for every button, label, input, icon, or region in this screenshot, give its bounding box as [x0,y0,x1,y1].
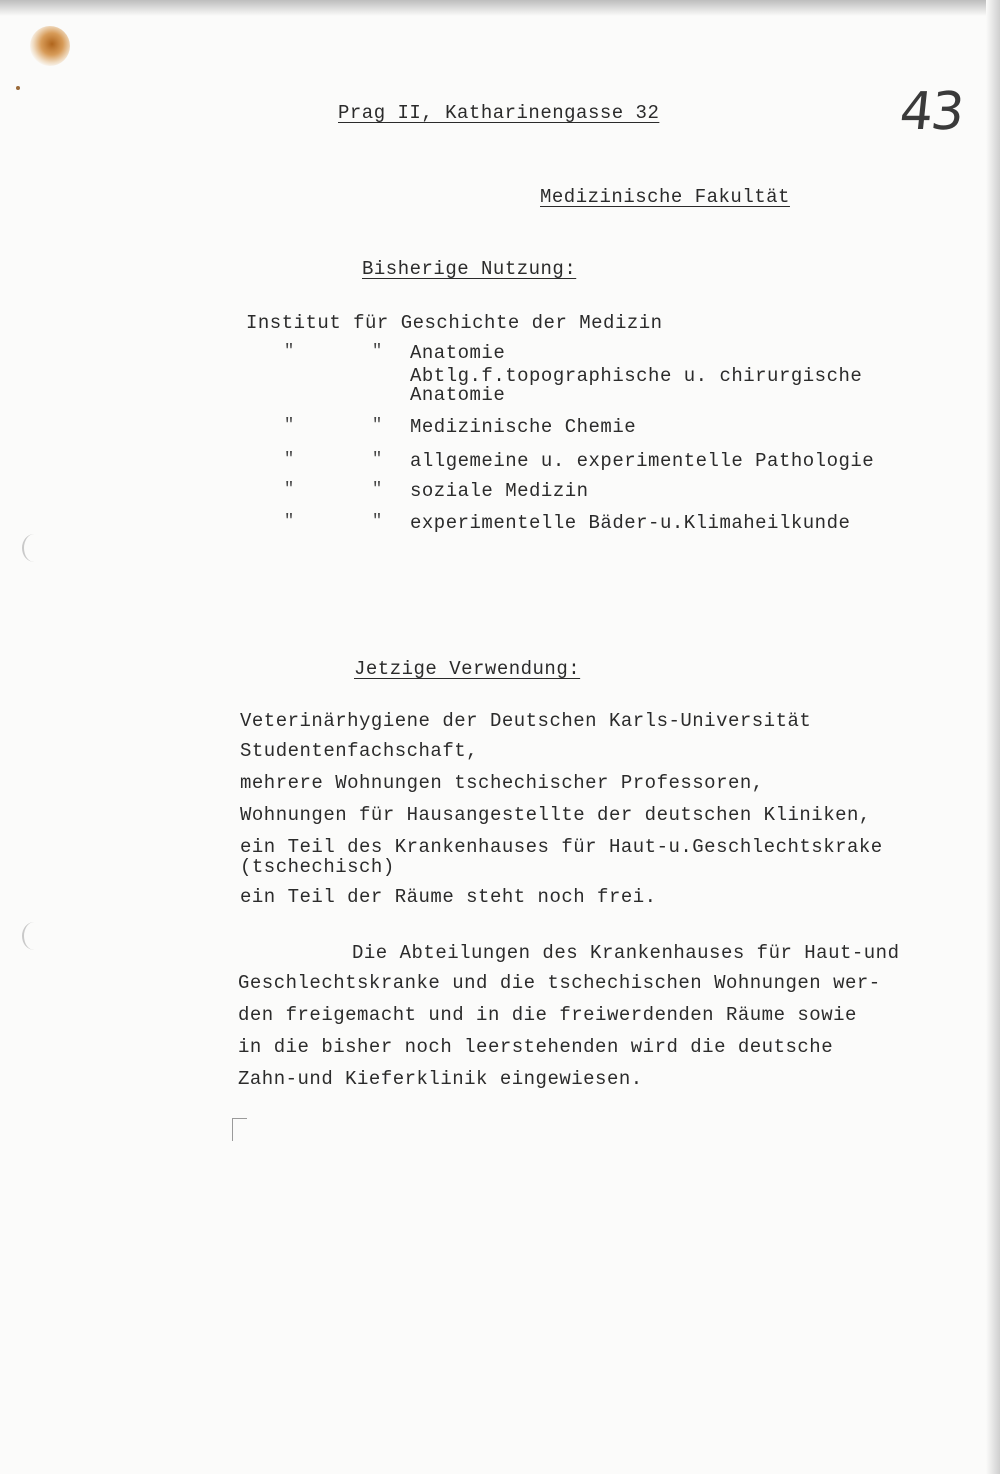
ditto-mark: " [372,450,383,469]
paragraph-line: Geschlechtskranke und die tschechischen Wohnungen wer- [238,972,881,994]
current-use-line: Veterinärhygiene der Deutschen Karls-Universität [240,710,812,732]
paragraph-line: den freigemacht und in die freiwerdenden Räume sowie [238,1004,857,1026]
ditto-mark: " [372,480,383,499]
previous-use-heading: Bisherige Nutzung: [362,258,577,280]
current-use-heading: Jetzige Verwendung: [354,658,581,680]
stain-dot [16,86,20,90]
address-heading: Prag II, Katharinengasse 32 [338,102,660,124]
pencil-mark [232,1118,247,1141]
institute-item: Abtlg.f.topographische u. chirurgische [410,365,863,387]
ditto-mark: " [284,480,295,499]
institute-item: Anatomie [410,342,506,364]
current-use-line: ein Teil der Räume steht noch frei. [240,886,657,908]
current-use-line: (tschechisch) [240,856,395,878]
institute-item: soziale Medizin [410,480,589,502]
ditto-mark: " [372,342,383,361]
faculty-heading: Medizinische Fakultät [540,186,790,208]
ditto-mark: " [284,512,295,531]
current-use-line: mehrere Wohnungen tschechischer Professoren, [240,772,764,794]
institute-item: allgemeine u. experimentelle Pathologie [410,450,875,472]
ditto-mark: " [372,512,383,531]
ditto-mark: " [284,342,295,361]
rust-stain [30,26,70,66]
paragraph-line: in die bisher noch leerstehenden wird die deutsche [238,1036,834,1058]
ditto-mark: " [284,450,295,469]
current-use-line: Wohnungen für Hausangestellte der deutschen Kliniken, [240,804,871,826]
ditto-mark: " [284,416,295,435]
institute-line: Institut für Geschichte der Medizin [246,312,663,334]
punch-hole [22,534,46,562]
current-use-line: ein Teil des Krankenhauses für Haut-u.Geschlechtskrake [240,836,883,858]
punch-hole [22,922,46,950]
page-top-edge [0,0,1000,16]
ditto-mark: " [372,416,383,435]
current-use-line: Studentenfachschaft, [240,740,479,762]
institute-item: Medizinische Chemie [410,416,637,438]
paragraph-line: Die Abteilungen des Krankenhauses für Haut-und [352,942,900,964]
handwritten-page-number: 43 [896,82,966,142]
page-right-edge [986,0,1000,1474]
institute-item: experimentelle Bäder-u.Klimaheilkunde [410,512,851,534]
paragraph-line: Zahn-und Kieferklinik eingewiesen. [238,1068,643,1090]
institute-item: Anatomie [410,384,506,406]
